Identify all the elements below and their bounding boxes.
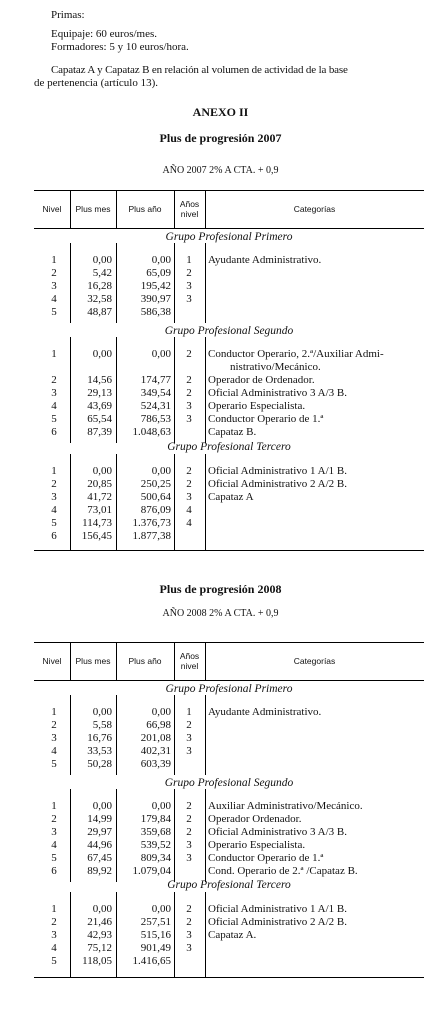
cell-nivel: 4 bbox=[51, 745, 57, 757]
capataz-text-line1: Capataz A y Capataz B en relación al volumen de actividad de la base bbox=[51, 64, 348, 76]
header-anos-nivel bbox=[174, 642, 205, 680]
formadores-text: Formadores: 5 y 10 euros/hora. bbox=[51, 41, 189, 53]
cell-categoria: Conductor Operario, 2.ª/Auxiliar Admi- bbox=[208, 348, 384, 360]
cell-plus-ano: 876,09 bbox=[140, 504, 171, 516]
cell-nivel: 4 bbox=[51, 839, 57, 851]
cell-plus-mes: 20,85 bbox=[87, 478, 112, 490]
cell-anos-nivel: 2 bbox=[186, 478, 192, 490]
header-plus-ano: Plus año bbox=[128, 204, 162, 214]
cell-categoria: Operador Ordenador. bbox=[208, 813, 302, 825]
cell-plus-ano: 257,51 bbox=[140, 916, 171, 928]
header-anos-line2: nivel bbox=[180, 209, 199, 219]
table-row bbox=[34, 348, 424, 374]
cell-plus-ano: 179,84 bbox=[140, 813, 171, 825]
header-anos-nivel bbox=[174, 190, 205, 228]
cell-plus-mes: 5,58 bbox=[92, 719, 112, 731]
cell-plus-mes: 89,92 bbox=[87, 865, 112, 877]
cell-plus-ano: 0,00 bbox=[151, 465, 171, 477]
cell-categoria: Oficial Administrativo 1 A/1 B. bbox=[208, 903, 348, 915]
cell-nivel: 6 bbox=[51, 530, 57, 542]
cell-nivel: 2 bbox=[51, 916, 57, 928]
cell-plus-mes: 44,96 bbox=[87, 839, 112, 851]
cell-plus-mes: 0,00 bbox=[92, 465, 112, 477]
cell-categoria: Capataz B. bbox=[208, 426, 257, 438]
cell-plus-ano: 390,97 bbox=[140, 293, 171, 305]
cell-plus-mes: 16,76 bbox=[87, 732, 112, 744]
cell-plus-mes: 0,00 bbox=[92, 706, 112, 718]
header-bottom-rule bbox=[34, 228, 424, 229]
cell-plus-ano: 0,00 bbox=[151, 706, 171, 718]
table-2008-title: Plus de progresión 2008 bbox=[159, 582, 282, 596]
table-row bbox=[34, 916, 424, 929]
table-row bbox=[34, 758, 424, 771]
table-row bbox=[34, 826, 424, 839]
cell-plus-ano: 0,00 bbox=[151, 348, 171, 360]
cell-categoria: Operario Especialista. bbox=[208, 839, 306, 851]
column-rule bbox=[116, 190, 117, 228]
header-categorias: Categorías bbox=[293, 656, 336, 666]
cell-plus-ano: 1.376,73 bbox=[132, 517, 171, 529]
cell-categoria: Auxiliar Administrativo/Mecánico. bbox=[208, 800, 363, 812]
group-heading: Grupo Profesional Primero bbox=[165, 231, 293, 243]
cell-plus-ano: 174,77 bbox=[140, 374, 171, 386]
cell-nivel: 6 bbox=[51, 426, 57, 438]
table-row bbox=[34, 530, 424, 543]
table-2007 bbox=[34, 190, 424, 551]
table-row bbox=[34, 839, 424, 852]
header-anos-stack bbox=[180, 651, 199, 671]
cell-plus-ano: 1.048,63 bbox=[132, 426, 171, 438]
cell-plus-mes: 14,56 bbox=[87, 374, 112, 386]
table-row bbox=[34, 929, 424, 942]
table-row bbox=[34, 306, 424, 319]
cell-plus-ano: 524,31 bbox=[140, 400, 171, 412]
header-plus-mes: Plus mes bbox=[75, 204, 111, 214]
cell-anos-nivel: 3 bbox=[186, 942, 192, 954]
header-anos-line1: Años bbox=[179, 651, 200, 661]
cell-categoria: Cond. Operario de 2.ª /Capataz B. bbox=[208, 865, 358, 877]
group-heading: Grupo Profesional Segundo bbox=[164, 325, 294, 337]
cell-nivel: 5 bbox=[51, 413, 57, 425]
cell-categoria-cont: nistrativo/Mecánico. bbox=[230, 361, 321, 373]
table-row bbox=[34, 426, 424, 439]
group-heading: Grupo Profesional Tercero bbox=[167, 879, 291, 891]
cell-nivel: 3 bbox=[51, 929, 57, 941]
cell-plus-mes: 48,87 bbox=[87, 306, 112, 318]
cell-plus-mes: 0,00 bbox=[92, 348, 112, 360]
cell-anos-nivel: 2 bbox=[186, 826, 192, 838]
primas-label: Primas: bbox=[51, 9, 85, 21]
cell-anos-nivel: 1 bbox=[186, 254, 192, 266]
cell-plus-mes: 75,12 bbox=[87, 942, 112, 954]
cell-plus-mes: 32,58 bbox=[87, 293, 112, 305]
table-row bbox=[34, 491, 424, 504]
cell-anos-nivel: 3 bbox=[186, 732, 192, 744]
cell-plus-mes: 0,00 bbox=[92, 903, 112, 915]
cell-nivel: 5 bbox=[51, 852, 57, 864]
table-row bbox=[34, 706, 424, 719]
cell-plus-ano: 586,38 bbox=[140, 306, 171, 318]
cell-nivel: 1 bbox=[51, 903, 57, 915]
cell-plus-ano: 500,64 bbox=[140, 491, 171, 503]
cell-nivel: 4 bbox=[51, 293, 57, 305]
cell-nivel: 3 bbox=[51, 491, 57, 503]
column-rule bbox=[205, 190, 206, 228]
column-rule bbox=[174, 642, 175, 680]
cell-plus-mes: 41,72 bbox=[87, 491, 112, 503]
cell-nivel: 1 bbox=[51, 800, 57, 812]
cell-nivel: 3 bbox=[51, 280, 57, 292]
cell-categoria: Ayudante Administrativo. bbox=[208, 254, 322, 266]
table-row bbox=[34, 800, 424, 813]
cell-nivel: 5 bbox=[51, 758, 57, 770]
cell-plus-ano: 66,98 bbox=[146, 719, 171, 731]
cell-anos-nivel: 2 bbox=[186, 374, 192, 386]
table-row bbox=[34, 719, 424, 732]
cell-categoria: Oficial Administrativo 1 A/1 B. bbox=[208, 465, 348, 477]
cell-nivel: 3 bbox=[51, 387, 57, 399]
cell-anos-nivel: 2 bbox=[186, 719, 192, 731]
cell-anos-nivel: 2 bbox=[186, 348, 192, 360]
cell-categoria: Oficial Administrativo 2 A/2 B. bbox=[208, 478, 348, 490]
cell-categoria: Capataz A bbox=[208, 491, 254, 503]
cell-categoria: Operador de Ordenador. bbox=[208, 374, 315, 386]
table-row bbox=[34, 813, 424, 826]
cell-categoria: Oficial Administrativo 2 A/2 B. bbox=[208, 916, 348, 928]
cell-anos-nivel: 2 bbox=[186, 465, 192, 477]
header-plus-mes: Plus mes bbox=[75, 656, 111, 666]
cell-anos-nivel: 3 bbox=[186, 293, 192, 305]
cell-anos-nivel: 3 bbox=[186, 491, 192, 503]
cell-plus-mes: 50,28 bbox=[87, 758, 112, 770]
cell-plus-ano: 0,00 bbox=[151, 800, 171, 812]
cell-categoria: Capataz A. bbox=[208, 929, 257, 941]
cell-nivel: 2 bbox=[51, 374, 57, 386]
cell-plus-mes: 73,01 bbox=[87, 504, 112, 516]
cell-plus-ano: 1.877,38 bbox=[132, 530, 171, 542]
cell-plus-ano: 1.079,04 bbox=[132, 865, 171, 877]
table-row bbox=[34, 903, 424, 916]
table-row bbox=[34, 293, 424, 306]
cell-plus-mes: 14,99 bbox=[87, 813, 112, 825]
header-categorias: Categorías bbox=[293, 204, 336, 214]
table-row bbox=[34, 280, 424, 293]
header-nivel: Nivel bbox=[42, 204, 62, 214]
cell-plus-ano: 901,49 bbox=[140, 942, 171, 954]
cell-plus-mes: 16,28 bbox=[87, 280, 112, 292]
table-row bbox=[34, 254, 424, 267]
cell-plus-mes: 21,46 bbox=[87, 916, 112, 928]
cell-nivel: 5 bbox=[51, 517, 57, 529]
group-heading: Grupo Profesional Primero bbox=[165, 683, 293, 695]
cell-plus-mes: 29,13 bbox=[87, 387, 112, 399]
table-row bbox=[34, 387, 424, 400]
cell-anos-nivel: 3 bbox=[186, 745, 192, 757]
cell-plus-ano: 65,09 bbox=[146, 267, 171, 279]
table-row bbox=[34, 745, 424, 758]
table-bottom-rule bbox=[34, 550, 424, 551]
table-row bbox=[34, 865, 424, 878]
annex-title: ANEXO II bbox=[192, 105, 249, 119]
cell-plus-ano: 349,54 bbox=[140, 387, 171, 399]
cell-plus-mes: 0,00 bbox=[92, 254, 112, 266]
cell-nivel: 1 bbox=[51, 254, 57, 266]
cell-nivel: 2 bbox=[51, 478, 57, 490]
cell-nivel: 2 bbox=[51, 719, 57, 731]
header-nivel: Nivel bbox=[42, 656, 62, 666]
table-row bbox=[34, 732, 424, 745]
header-bottom-rule bbox=[34, 680, 424, 681]
header-plus-ano: Plus año bbox=[128, 656, 162, 666]
cell-plus-ano: 786,53 bbox=[140, 413, 171, 425]
cell-plus-ano: 809,34 bbox=[140, 852, 171, 864]
equipaje-text: Equipaje: 60 euros/mes. bbox=[51, 28, 158, 40]
column-rule bbox=[70, 642, 71, 680]
cell-plus-ano: 250,25 bbox=[140, 478, 171, 490]
cell-plus-ano: 359,68 bbox=[140, 826, 171, 838]
table-row bbox=[34, 942, 424, 955]
cell-plus-mes: 33,53 bbox=[87, 745, 112, 757]
cell-plus-mes: 29,97 bbox=[87, 826, 112, 838]
cell-nivel: 3 bbox=[51, 732, 57, 744]
cell-nivel: 1 bbox=[51, 465, 57, 477]
cell-anos-nivel: 3 bbox=[186, 280, 192, 292]
cell-plus-ano: 402,31 bbox=[140, 745, 171, 757]
cell-plus-ano: 1.416,65 bbox=[132, 955, 171, 967]
cell-anos-nivel: 3 bbox=[186, 839, 192, 851]
table-row bbox=[34, 955, 424, 968]
table-row bbox=[34, 400, 424, 413]
cell-anos-nivel: 1 bbox=[186, 706, 192, 718]
header-anos-stack bbox=[180, 199, 199, 219]
cell-anos-nivel: 4 bbox=[186, 504, 192, 516]
cell-plus-ano: 603,39 bbox=[140, 758, 171, 770]
cell-anos-nivel: 3 bbox=[186, 852, 192, 864]
cell-plus-mes: 0,00 bbox=[92, 800, 112, 812]
cell-categoria: Ayudante Administrativo. bbox=[208, 706, 322, 718]
table-row bbox=[34, 504, 424, 517]
column-rule bbox=[70, 190, 71, 228]
header-anos-line2: nivel bbox=[180, 661, 199, 671]
table-bottom-rule bbox=[34, 977, 424, 978]
table-2007-title: Plus de progresión 2007 bbox=[159, 131, 282, 145]
cell-plus-mes: 118,05 bbox=[82, 955, 112, 967]
cell-nivel: 5 bbox=[51, 955, 57, 967]
cell-anos-nivel: 3 bbox=[186, 929, 192, 941]
table-row bbox=[34, 852, 424, 865]
cell-plus-mes: 87,39 bbox=[87, 426, 112, 438]
cell-plus-mes: 156,45 bbox=[81, 530, 112, 542]
cell-nivel: 3 bbox=[51, 826, 57, 838]
cell-anos-nivel: 2 bbox=[186, 387, 192, 399]
cell-plus-ano: 0,00 bbox=[151, 254, 171, 266]
cell-plus-ano: 195,42 bbox=[140, 280, 171, 292]
cell-nivel: 4 bbox=[51, 504, 57, 516]
cell-plus-ano: 539,52 bbox=[140, 839, 171, 851]
cell-anos-nivel: 2 bbox=[186, 916, 192, 928]
cell-nivel: 1 bbox=[51, 348, 57, 360]
column-rule bbox=[174, 190, 175, 228]
cell-anos-nivel: 2 bbox=[186, 800, 192, 812]
cell-plus-mes: 5,42 bbox=[92, 267, 112, 279]
cell-categoria: Conductor Operario de 1.ª bbox=[208, 852, 324, 864]
group-heading: Grupo Profesional Segundo bbox=[164, 777, 294, 789]
table-row bbox=[34, 465, 424, 478]
cell-plus-mes: 114,73 bbox=[82, 517, 112, 529]
cell-anos-nivel: 2 bbox=[186, 813, 192, 825]
cell-categoria: Operario Especialista. bbox=[208, 400, 306, 412]
cell-plus-ano: 515,16 bbox=[140, 929, 171, 941]
table-2008 bbox=[34, 642, 424, 978]
cell-anos-nivel: 3 bbox=[186, 400, 192, 412]
cell-anos-nivel: 4 bbox=[186, 517, 192, 529]
cell-anos-nivel: 3 bbox=[186, 413, 192, 425]
table-row bbox=[34, 374, 424, 387]
cell-anos-nivel: 2 bbox=[186, 903, 192, 915]
table-2007-subtitle: AÑO 2007 2% A CTA. + 0,9 bbox=[162, 165, 279, 176]
cell-categoria: Oficial Administrativo 3 A/3 B. bbox=[208, 826, 348, 838]
table-row bbox=[34, 267, 424, 280]
cell-nivel: 4 bbox=[51, 400, 57, 412]
cell-nivel: 5 bbox=[51, 306, 57, 318]
cell-nivel: 4 bbox=[51, 942, 57, 954]
table-2008-subtitle: AÑO 2008 2% A CTA. + 0,9 bbox=[162, 608, 279, 619]
cell-plus-mes: 67,45 bbox=[87, 852, 112, 864]
cell-plus-mes: 65,54 bbox=[87, 413, 112, 425]
cell-categoria: Oficial Administrativo 3 A/3 B. bbox=[208, 387, 348, 399]
cell-nivel: 2 bbox=[51, 267, 57, 279]
table-row bbox=[34, 517, 424, 530]
column-rule bbox=[116, 642, 117, 680]
table-row bbox=[34, 413, 424, 426]
group-heading: Grupo Profesional Tercero bbox=[167, 441, 291, 453]
cell-categoria: Conductor Operario de 1.ª bbox=[208, 413, 324, 425]
cell-nivel: 1 bbox=[51, 706, 57, 718]
cell-plus-mes: 43,69 bbox=[87, 400, 112, 412]
cell-plus-ano: 201,08 bbox=[140, 732, 171, 744]
table-row bbox=[34, 478, 424, 491]
cell-plus-ano: 0,00 bbox=[151, 903, 171, 915]
cell-plus-mes: 42,93 bbox=[87, 929, 112, 941]
cell-nivel: 6 bbox=[51, 865, 57, 877]
cell-nivel: 2 bbox=[51, 813, 57, 825]
cell-anos-nivel: 2 bbox=[186, 267, 192, 279]
column-rule bbox=[205, 642, 206, 680]
capataz-text-line2: de pertenencia (artículo 13). bbox=[34, 77, 158, 89]
header-anos-line1: Años bbox=[179, 199, 200, 209]
